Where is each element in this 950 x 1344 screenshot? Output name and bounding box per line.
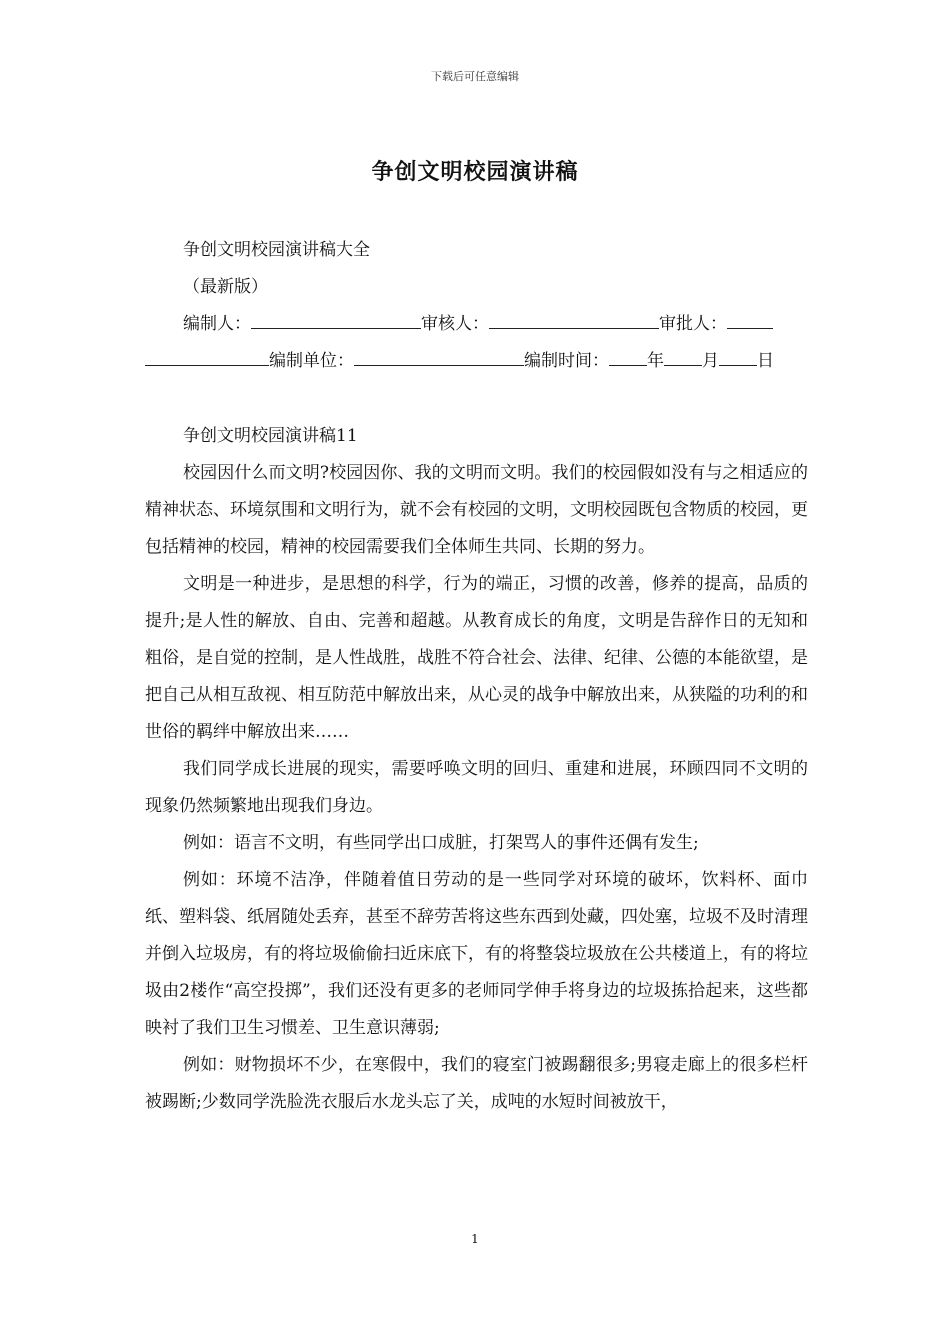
compiler-label: 编制人： (183, 314, 251, 334)
month-blank (664, 345, 702, 366)
document-title: 争创文明校园演讲稿 (371, 159, 579, 185)
approver-blank (727, 308, 773, 329)
reviewer-blank (489, 308, 659, 329)
meta-edition: （最新版） (183, 277, 268, 297)
day-label: 日 (757, 351, 774, 371)
paragraph: 例如：语言不文明，有些同学出口成脏，打架骂人的事件还偶有发生; (183, 833, 699, 853)
day-blank (719, 345, 757, 366)
year-blank (609, 345, 647, 366)
document-meta (145, 232, 808, 380)
unit-blank (354, 345, 524, 366)
time-label: 编制时间： (524, 351, 609, 371)
approver-blank-continued (145, 345, 269, 366)
reviewer-label: 审核人： (421, 314, 489, 334)
month-label: 月 (702, 351, 719, 371)
unit-label: 编制单位： (269, 351, 354, 371)
paragraph: 我们同学成长进展的现实，需要呼唤文明的回归、重建和进展，环顾四同不文明的现象仍然频繁地出现我们身边。 (145, 759, 808, 816)
year-label: 年 (647, 351, 664, 371)
paragraph: 校园因什么而文明?校园因你、我的文明而文明。我们的校园假如没有与之相适应的精神状态、环境氛围和文明行为，就不会有校园的文明，文明校园既包含物质的校园，更包括精神的校园，精神的校园需要我们全体师生共同、长期的努力。 (145, 463, 808, 557)
paragraph: 文明是一种进步，是思想的科学，行为的端正，习惯的改善，修养的提高，品质的提升;是人性的解放、自由、完善和超越。从教育成长的角度，文明是告辞作日的无知和粗俗，是自觉的控制，是人性战胜，战胜不符合社会、法律、纪律、公德的本能欲望，是把自己从相互敌视、相互防范中解放出来，从心灵的战争中解放出来，从狭隘的功利的和世俗的羁绊中解放出来…… (145, 574, 808, 742)
approver-label: 审批人： (659, 314, 727, 334)
section-heading: 争创文明校园演讲稿11 (183, 426, 358, 446)
meta-unit-row (145, 343, 808, 380)
paragraph: 例如：财物损坏不少，在寒假中，我们的寝室门被踢翻很多;男寝走廊上的很多栏杆被踢断;少数同学洗脸洗衣服后水龙头忘了关，成吨的水短时间被放干， (145, 1055, 808, 1112)
paragraph: 例如：环境不洁净，伴随着值日劳动的是一些同学对环境的破坏，饮料杯、面巾纸、塑料袋、纸屑随处丢弃，甚至不辞劳苦将这些东西到处藏，四处塞，垃圾不及时清理并倒入垃圾房，有的将垃圾偷偷扫近床底下，有的将整袋垃圾放在公共楼道上，有的将垃圾由2楼作“高空投掷”，我们还没有更多的老师同学伸手将身边的垃圾拣拾起来，这些都映衬了我们卫生习惯差、卫生意识薄弱; (145, 870, 808, 1038)
speech-body (145, 418, 808, 1121)
compiler-blank (251, 308, 421, 329)
header-note: 下载后可任意编辑 (431, 70, 519, 83)
page-number: 1 (471, 1232, 479, 1246)
meta-signoff-row (145, 306, 808, 343)
meta-subtitle: 争创文明校园演讲稿大全 (183, 240, 370, 260)
